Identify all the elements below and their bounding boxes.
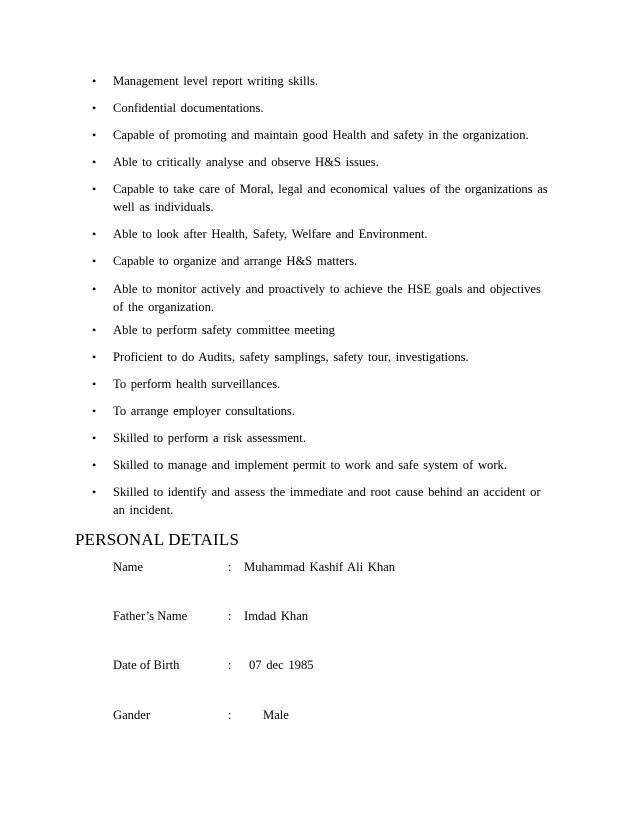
detail-label: Gander	[113, 708, 151, 722]
bullet-icon: •	[92, 404, 97, 418]
detail-separator: :	[228, 609, 232, 623]
bullet-icon: •	[92, 431, 97, 445]
bullet-icon: •	[92, 485, 97, 499]
list-item-text: Able to monitor actively and proactively to achieve the HSE goals and objectives of the organization.	[113, 282, 541, 314]
list-item-text: Able to perform safety committee meeting	[113, 323, 335, 337]
list-item-text: To arrange employer consultations.	[113, 404, 295, 418]
bullet-icon: •	[92, 458, 97, 472]
list-item-text: Management level report writing skills.	[113, 74, 319, 88]
list-item-text: Confidential documentations.	[113, 101, 264, 115]
list-item-text: Proficient to do Audits, safety samplings, safety tour, investigations.	[113, 350, 469, 364]
list-item-text: To perform health surveillances.	[113, 377, 281, 391]
list-item-text: Capable to organize and arrange H&S matters.	[113, 254, 358, 268]
bullet-icon: •	[92, 227, 97, 241]
list-item-text: Able to critically analyse and observe H&S issues.	[113, 155, 379, 169]
bullet-icon: •	[92, 377, 97, 391]
detail-value: Muhammad Kashif Ali Khan	[244, 560, 396, 574]
list-item-text: Skilled to manage and implement permit to work and safe system of work.	[113, 458, 507, 472]
list-item-text: Capable to take care of Moral, legal and economical values of the organizations as well as individuals.	[113, 182, 548, 214]
bullet-icon: •	[92, 101, 97, 115]
bullet-icon: •	[92, 350, 97, 364]
bullet-icon: •	[92, 182, 97, 196]
detail-label: Father’s Name	[113, 609, 188, 623]
bullet-icon: •	[92, 323, 97, 337]
detail-value: Male	[263, 708, 289, 722]
detail-separator: :	[228, 708, 232, 722]
detail-separator: :	[228, 658, 232, 672]
bullet-icon: •	[92, 155, 97, 169]
bullet-icon: •	[92, 128, 97, 142]
list-item-text: Skilled to identify and assess the immediate and root cause behind an accident or an incident.	[113, 485, 541, 517]
detail-value: Imdad Khan	[244, 609, 309, 623]
detail-label: Date of Birth	[113, 658, 180, 672]
list-item-text: Able to look after Health, Safety, Welfare and Environment.	[113, 227, 428, 241]
list-item-text: Capable of promoting and maintain good Health and safety in the organization.	[113, 128, 529, 142]
detail-separator: :	[228, 560, 232, 574]
list-item-text: Skilled to perform a risk assessment.	[113, 431, 306, 445]
bullet-icon: •	[92, 254, 97, 268]
bullet-icon: •	[92, 282, 97, 296]
personal-details-heading: PERSONAL DETAILS	[75, 530, 240, 549]
detail-value: 07 dec 1985	[249, 658, 314, 672]
bullet-icon: •	[92, 74, 97, 88]
detail-label: Name	[113, 560, 144, 574]
